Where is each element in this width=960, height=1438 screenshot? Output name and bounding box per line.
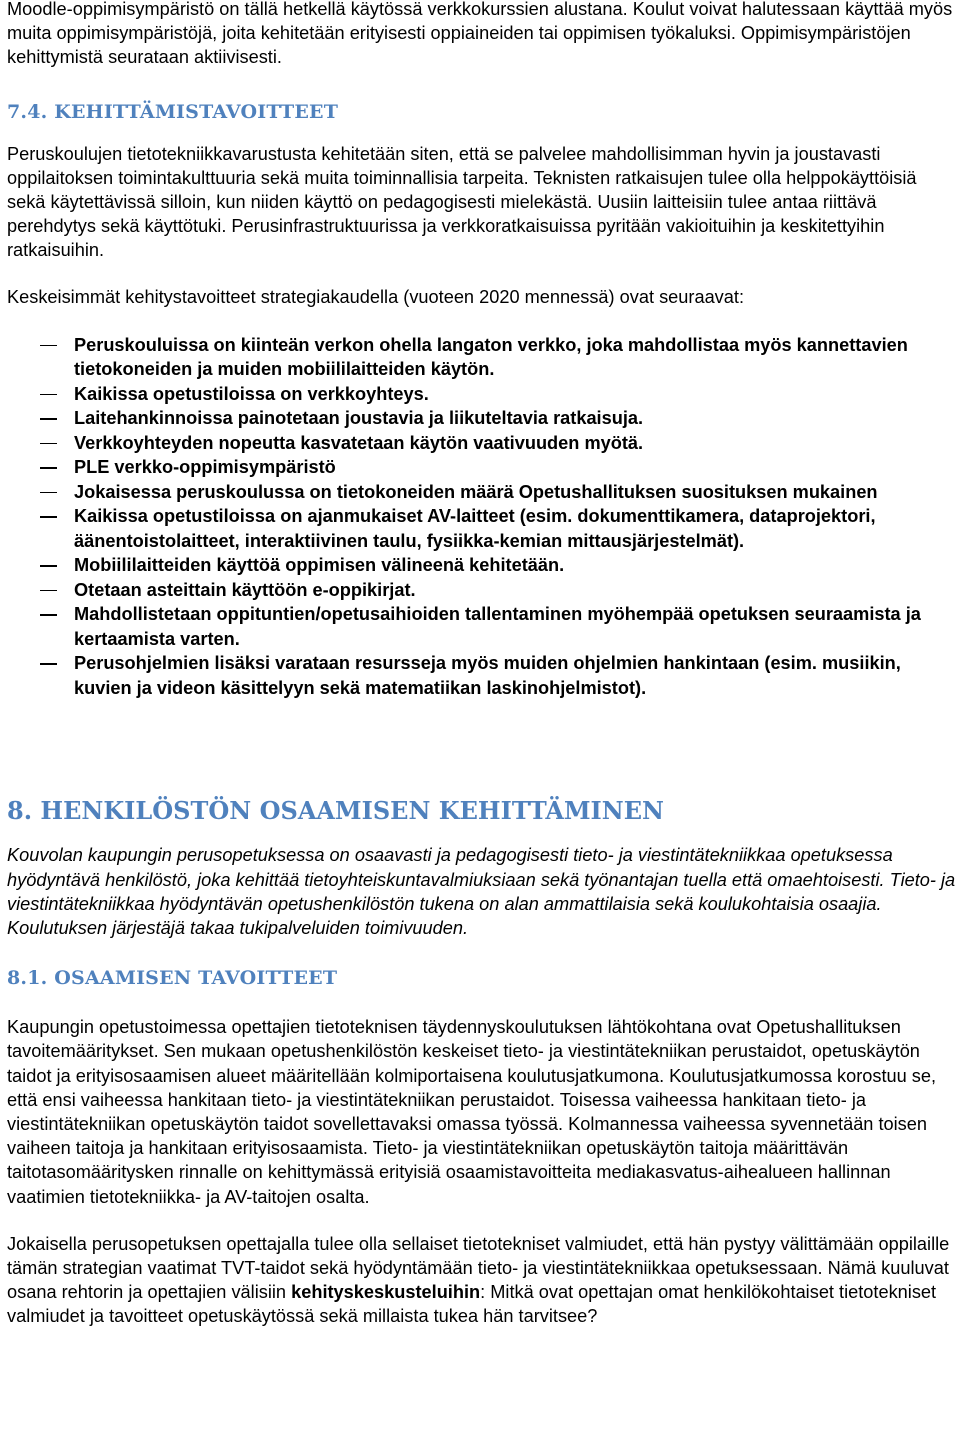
paragraph-2-start: Jokaisella perusopetuksen opettajalla tulee olla sellaiset tietotekniset valmiudet, että hän pystyy välittämään oppilaille tämän strategian vaatimat TVT-taidot sekä hyödyntämään tieto- ja viestintätekniikkaa opetuksessaan. Nämä kuuluvat osana rehtorin ja opettajien välisiin	[7, 1233, 950, 1303]
dash-bullet-icon	[40, 590, 57, 592]
list-item	[7, 602, 957, 651]
dash-bullet-icon	[40, 492, 57, 494]
goal-text: Mobiililaitteiden käyttöä oppimisen välineenä kehitetään.	[74, 555, 565, 576]
goal-text: Perusohjelmien lisäksi varataan resursseja myös muiden ohjelmien hankintaan (esim. musiikin, kuvien ja videon käsittelyyn sekä matematiikan laskinohjelmistot).	[74, 653, 901, 698]
section-8-1-paragraph-1: Kaupungin opetustoimessa opettajien tietoteknisen täydennyskoulutuksen lähtökohtana ovat Opetushallituksen tavoitemääritykset. Sen mukaan opetushenkilöstön keskeiset tieto- ja viestintätekniikan perustaidot, opetuskäytön taidot ja erityisosaamisen alueet määritellään kolmiportaisena koulutusjatkumona. Koulutusjatkumossa korostuu se, että ensi vaiheessa hankitaan tieto- ja viestintätekniikan perustaidot. Toisessa vaiheessa hankitaan tieto- ja viestintätekniikan opetuskäytön taidot sovellettavaksi omassa työssä. Kolmannessa vaiheessa syvennetään toisen vaiheen taitoja ja hankitaan erityisosaamista. Tieto- ja viestintätekniikan opetuskäytön taitoja määrittävän taitotasomääritysken rinnalle on kehittymässä erityisiä osaamistavoitteita mediakasvatus-aihealueen hallinnan vaatimien tietotekniikka- ja AV-taitojen osalta.	[7, 1017, 937, 1207]
dash-bullet-icon	[40, 663, 57, 665]
list-item	[7, 431, 957, 456]
goal-text: Kaikissa opetustiloissa on ajanmukaiset AV-laitteet (esim. dokumenttikamera, dataprojektori, äänentoistolaitteet, interaktiivinen taulu, fysiikka-kemian mittausjärjestelmät).	[74, 506, 876, 551]
goal-text: PLE verkko-oppimisympäristö	[74, 457, 336, 478]
section-8-paragraph-1: Kouvolan kaupungin perusopetuksessa on osaavasti ja pedagogisesti tieto- ja viestintätekniikkaa opetuksessa hyödyntävä henkilöstö, joka kehittää tietoyhteiskuntavalmiuksiaan sekä työnantajan tuella että omaehtoisesti. Tieto- ja viestintätekniikkaa hyödyntävän opetushenkilöstön tukena on alan ammattilaisia sekä koulukohtaisia osaajia. Koulutuksen järjestäjä takaa tukipalveluiden toimivuuden.	[7, 845, 956, 938]
list-item	[7, 333, 957, 382]
paragraph-2-end: : Mitkä ovat opettajan omat henkilökohtaiset tietotekniset valmiudet ja tavoitteet opetuskäytössä sekä millaista tukea hän tarvitsee?	[7, 1282, 937, 1327]
dash-bullet-icon	[40, 516, 57, 518]
dash-bullet-icon	[40, 565, 57, 567]
list-item	[7, 553, 957, 578]
section-8-heading: 8. HENKILÖSTÖN OSAAMISEN KEHITTÄMINEN	[7, 796, 664, 826]
list-item	[7, 406, 957, 431]
dash-bullet-icon	[40, 614, 57, 616]
section-8-1-paragraph-2	[7, 1232, 957, 1329]
goal-text: Mahdollistetaan oppituntien/opetusaihioiden tallentaminen myöhempää opetuksen seuraamista ja kertaamista varten.	[74, 604, 921, 649]
list-item	[7, 455, 957, 480]
goal-text: Verkkoyhteyden nopeutta kasvatetaan käytön vaativuuden myötä.	[74, 432, 644, 453]
goal-text: Peruskouluissa on kiinteän verkon ohella langaton verkko, joka mahdollistaa myös kannettavien tietokoneiden ja muiden mobiililaitteiden käytön.	[74, 334, 908, 380]
section-7-4-paragraph-2: Keskeisimmät kehitystavoitteet strategiakaudella (vuoteen 2020 mennessä) ovat seuraavat:	[7, 286, 744, 307]
list-item	[7, 382, 957, 407]
dash-bullet-icon	[40, 418, 57, 420]
section-7-4-paragraph-1: Peruskoulujen tietotekniikkavarustusta kehitetään siten, että se palvelee mahdollisimman hyvin ja joustavasti oppilaitoksen toimintakulttuuria sekä muita toiminnallisia tarpeita. Teknisten ratkaisujen tulee olla helppokäyttöisiä sekä käytettävissä silloin, kun niiden käyttö on pedagogisesti mielekästä. Uusiin laitteisiin tulee antaa riittävä perehdytys sekä käyttötuki. Perusinfrastruktuurissa ja verkkoratkaisuissa pyritään vakioituihin ja keskitettyihin ratkaisuihin.	[7, 143, 917, 261]
list-item	[7, 504, 957, 553]
dash-bullet-icon	[40, 443, 57, 445]
goal-text: Kaikissa opetustiloissa on verkkoyhteys.	[74, 383, 429, 404]
list-item	[7, 578, 957, 603]
dash-bullet-icon	[40, 345, 57, 347]
goal-text: Jokaisessa peruskoulussa on tietokoneiden määrä Opetushallituksen suosituksen mukainen	[74, 481, 878, 502]
intro-paragraph: Moodle-oppimisympäristö on tällä hetkellä käytössä verkkokurssien alustana. Koulut voivat halutessaan käyttää myös muita oppimisympäristöjä, joita kehitetään erityisesti oppiaineiden tai oppimisen työkaluksi. Oppimisympäristöjen kehittymistä seurataan aktiivisesti.	[7, 0, 953, 68]
section-7-4-heading: 7.4. KEHITTÄMISTAVOITTEET	[7, 100, 339, 123]
goals-list	[7, 333, 957, 701]
document-page	[7, 0, 957, 1329]
paragraph-2-bold-term: kehityskeskusteluihin	[291, 1282, 481, 1303]
list-item	[7, 480, 957, 505]
dash-bullet-icon	[40, 467, 57, 469]
list-item	[7, 651, 957, 700]
goal-text: Laitehankinnoissa painotetaan joustavia ja liikuteltavia ratkaisuja.	[74, 408, 644, 429]
section-8-1-heading: 8.1. OSAAMISEN TAVOITTEET	[7, 967, 338, 990]
goal-text: Otetaan asteittain käyttöön e-oppikirjat.	[74, 579, 416, 600]
dash-bullet-icon	[40, 394, 57, 396]
